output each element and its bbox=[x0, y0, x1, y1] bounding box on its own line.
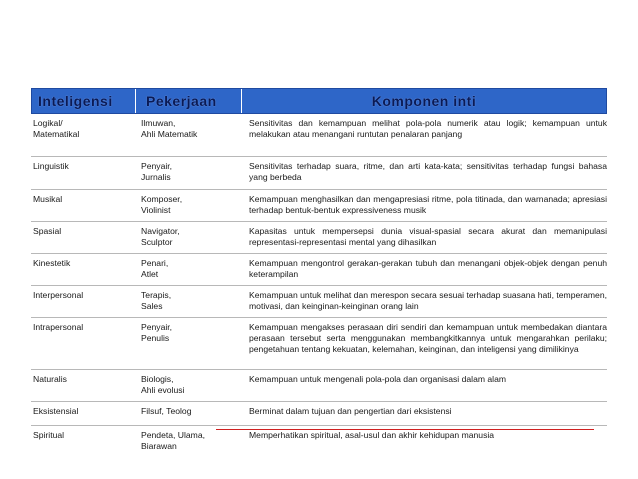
table-row bbox=[31, 114, 607, 157]
cell-komponen: Kapasitas untuk mempersepsi dunia visual-spasial secara akurat dan memanipulasi representasi-representasi mental yang dihasilkan bbox=[249, 226, 607, 247]
cell-pekerjaan: Biologis, Ahli evolusi bbox=[141, 374, 185, 395]
cell-inteligensi: Interpersonal bbox=[33, 290, 84, 300]
cell-inteligensi: Kinestetik bbox=[33, 258, 71, 268]
cell-inteligensi: Eksistensial bbox=[33, 406, 79, 416]
table-row bbox=[31, 370, 607, 402]
table-row bbox=[31, 222, 607, 254]
cell-komponen: Kemampuan untuk mengenali pola-pola dan organisasi dalam alam bbox=[249, 374, 507, 384]
header-inteligensi: Inteligensi bbox=[32, 89, 136, 113]
cell-inteligensi: Linguistik bbox=[33, 161, 69, 171]
cell-pekerjaan: Penari, Atlet bbox=[141, 258, 169, 279]
cell-komponen: Kemampuan menghasilkan dan mengapresiasi ritme, pola titinada, dan warnanada; apresiasi terhadap bentuk-bentuk expressiveness musik bbox=[249, 194, 607, 215]
cell-inteligensi: Intrapersonal bbox=[33, 322, 84, 332]
cell-komponen: Kemampuan mengakses perasaan diri sendiri dan kemampuan untuk membedakan diantara perasaan tersebut serta menggunakan membangkitkannya untuk mengarahkan perilaku; pengetahuan tentang kekuatan, kelemahan, keinginan, dan inteligensi yang dimilikinya bbox=[249, 322, 607, 354]
cell-komponen: Memperhatikan spiritual, asal-usul dan akhir kehidupan manusia bbox=[249, 430, 495, 440]
cell-komponen: Kemampuan mengontrol gerakan-gerakan tubuh dan menangani objek-objek dengan penuh keterampilan bbox=[249, 258, 607, 279]
cell-pekerjaan: Terapis, Sales bbox=[141, 290, 172, 311]
intelligence-table bbox=[31, 88, 607, 458]
table-row bbox=[31, 157, 607, 190]
cell-komponen: Berminat dalam tujuan dan pengertian dari eksistensi bbox=[249, 406, 452, 416]
cell-inteligensi: Logikal/ Matematikal bbox=[33, 118, 80, 139]
table-body bbox=[31, 114, 607, 458]
table-row bbox=[31, 402, 607, 426]
cell-pekerjaan: Penyair, Jurnalis bbox=[141, 161, 173, 182]
cell-pekerjaan: Pendeta, Ulama, Biarawan bbox=[141, 430, 206, 451]
cell-pekerjaan: Komposer, Violinist bbox=[141, 194, 183, 215]
cell-komponen: Kemampuan untuk melihat dan merespon secara sesuai terhadap suasana hati, temperamen, motivasi, dan keinginan-keinginan orang lain bbox=[249, 290, 607, 311]
cell-komponen: Sensitivitas dan kemampuan melihat pola-pola numerik atau logik; kemampuan untuk melakukan atau menangani runtutan penalaran panjang bbox=[249, 118, 607, 139]
accent-underline bbox=[216, 429, 594, 430]
table-row bbox=[31, 286, 607, 318]
cell-pekerjaan: Navigator, Sculptor bbox=[141, 226, 180, 247]
cell-pekerjaan: Filsuf, Teolog bbox=[141, 406, 192, 416]
header-komponen-inti: Komponen inti bbox=[371, 93, 477, 109]
table-row bbox=[31, 190, 607, 222]
table-row bbox=[31, 318, 607, 370]
table-row bbox=[31, 426, 607, 458]
table-header bbox=[31, 88, 607, 114]
header-pekerjaan: Pekerjaan bbox=[136, 89, 242, 113]
cell-inteligensi: Spasial bbox=[33, 226, 62, 236]
table-row bbox=[31, 254, 607, 286]
cell-inteligensi: Spiritual bbox=[33, 430, 65, 440]
cell-komponen: Sensitivitas terhadap suara, ritme, dan arti kata-kata; sensitivitas terhadap fungsi bahasa yang berbeda bbox=[249, 161, 607, 182]
cell-inteligensi: Musikal bbox=[33, 194, 63, 204]
cell-inteligensi: Naturalis bbox=[33, 374, 67, 384]
cell-pekerjaan: Penyair, Penulis bbox=[141, 322, 173, 343]
cell-pekerjaan: Ilmuwan, Ahli Matematik bbox=[141, 118, 198, 139]
